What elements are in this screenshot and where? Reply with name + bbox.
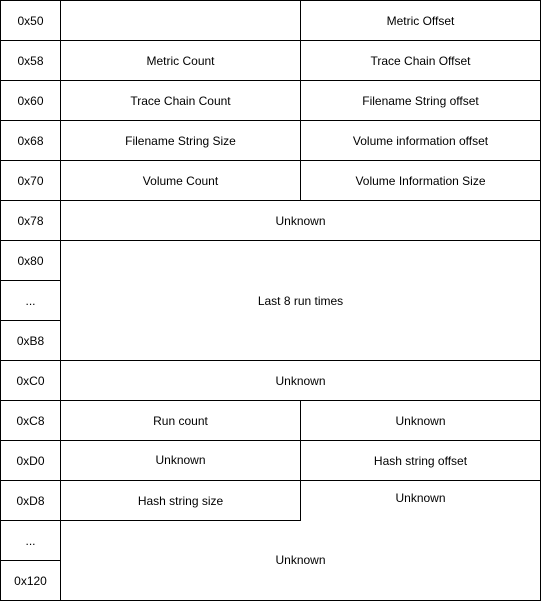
field-volume-information-size xyxy=(300,160,541,201)
field-label: Run count xyxy=(153,413,208,428)
field-unknown-0x78 xyxy=(60,200,541,241)
field-label: Unknown xyxy=(275,213,326,228)
offset-label: 0x58 xyxy=(17,53,44,68)
field-label: Volume information offset xyxy=(352,133,489,148)
offset-cell xyxy=(0,400,61,441)
field-label: Unknown xyxy=(275,553,326,567)
offset-label: ... xyxy=(25,293,36,308)
field-unknown-0xC8 xyxy=(300,400,541,441)
offset-label: 0x78 xyxy=(17,213,44,228)
field-metric-count xyxy=(60,40,301,81)
offset-cell xyxy=(0,480,61,521)
offset-label: 0xC0 xyxy=(16,373,45,388)
field-trace-chain-count xyxy=(60,80,301,121)
offset-cell xyxy=(0,360,61,401)
field-label: Trace Chain Count xyxy=(130,93,231,108)
offset-label: 0xC8 xyxy=(16,413,45,428)
field-trace-chain-offset xyxy=(300,40,541,81)
offset-cell xyxy=(0,120,61,161)
block-divider xyxy=(60,520,301,521)
field-label: Metric Count xyxy=(146,53,215,68)
offset-cell xyxy=(0,280,61,321)
offset-label: 0x80 xyxy=(17,253,44,268)
offset-cell xyxy=(0,200,61,241)
offset-label: ... xyxy=(25,533,36,548)
field-label: Metric Offset xyxy=(386,13,455,28)
offset-label: 0x120 xyxy=(14,573,47,588)
field-hash-string-size xyxy=(60,480,301,521)
offset-label: 0x50 xyxy=(17,13,44,28)
offset-cell xyxy=(0,40,61,81)
field-volume-information-offset xyxy=(300,120,541,161)
offset-cell xyxy=(0,560,61,601)
field-unknown-0xD0 xyxy=(60,440,301,481)
field-label: Filename String offset xyxy=(362,93,479,108)
field-hash-string-offset xyxy=(300,440,541,481)
field-label: Unknown xyxy=(275,373,326,388)
offset-label: 0xD8 xyxy=(16,493,45,508)
field-label: Unknown xyxy=(155,453,206,467)
offset-cell xyxy=(0,320,61,361)
offset-label: 0x60 xyxy=(17,93,44,108)
field-unknown-0xC0 xyxy=(60,360,541,401)
offset-label: 0xD0 xyxy=(16,453,45,468)
field-metric-offset xyxy=(300,0,541,41)
offset-cell xyxy=(0,520,61,561)
field-run-count xyxy=(60,400,301,441)
field-filename-string-size xyxy=(60,120,301,161)
offset-cell xyxy=(0,240,61,281)
field-label: Unknown xyxy=(395,491,446,505)
field-unknown-0xD8 xyxy=(300,480,541,521)
field-cell-empty xyxy=(60,0,301,41)
offset-cell xyxy=(0,0,61,41)
field-label: Hash string size xyxy=(137,493,224,508)
field-label: Last 8 run times xyxy=(257,293,344,308)
offset-label: 0x70 xyxy=(17,173,44,188)
field-label: Unknown xyxy=(395,413,446,428)
offset-cell xyxy=(0,160,61,201)
field-unknown-0xE0-0x120 xyxy=(60,520,541,601)
offset-label: 0x68 xyxy=(17,133,44,148)
field-volume-count xyxy=(60,160,301,201)
field-label: Volume Information Size xyxy=(355,173,486,188)
field-label: Trace Chain Offset xyxy=(370,53,471,68)
offset-cell xyxy=(0,80,61,121)
offset-cell xyxy=(0,440,61,481)
field-label: Hash string offset xyxy=(373,453,468,468)
field-last-8-run-times xyxy=(60,240,541,361)
field-filename-string-offset xyxy=(300,80,541,121)
offset-label: 0xB8 xyxy=(16,333,45,348)
field-label: Volume Count xyxy=(142,173,219,188)
field-label: Filename String Size xyxy=(125,133,236,148)
